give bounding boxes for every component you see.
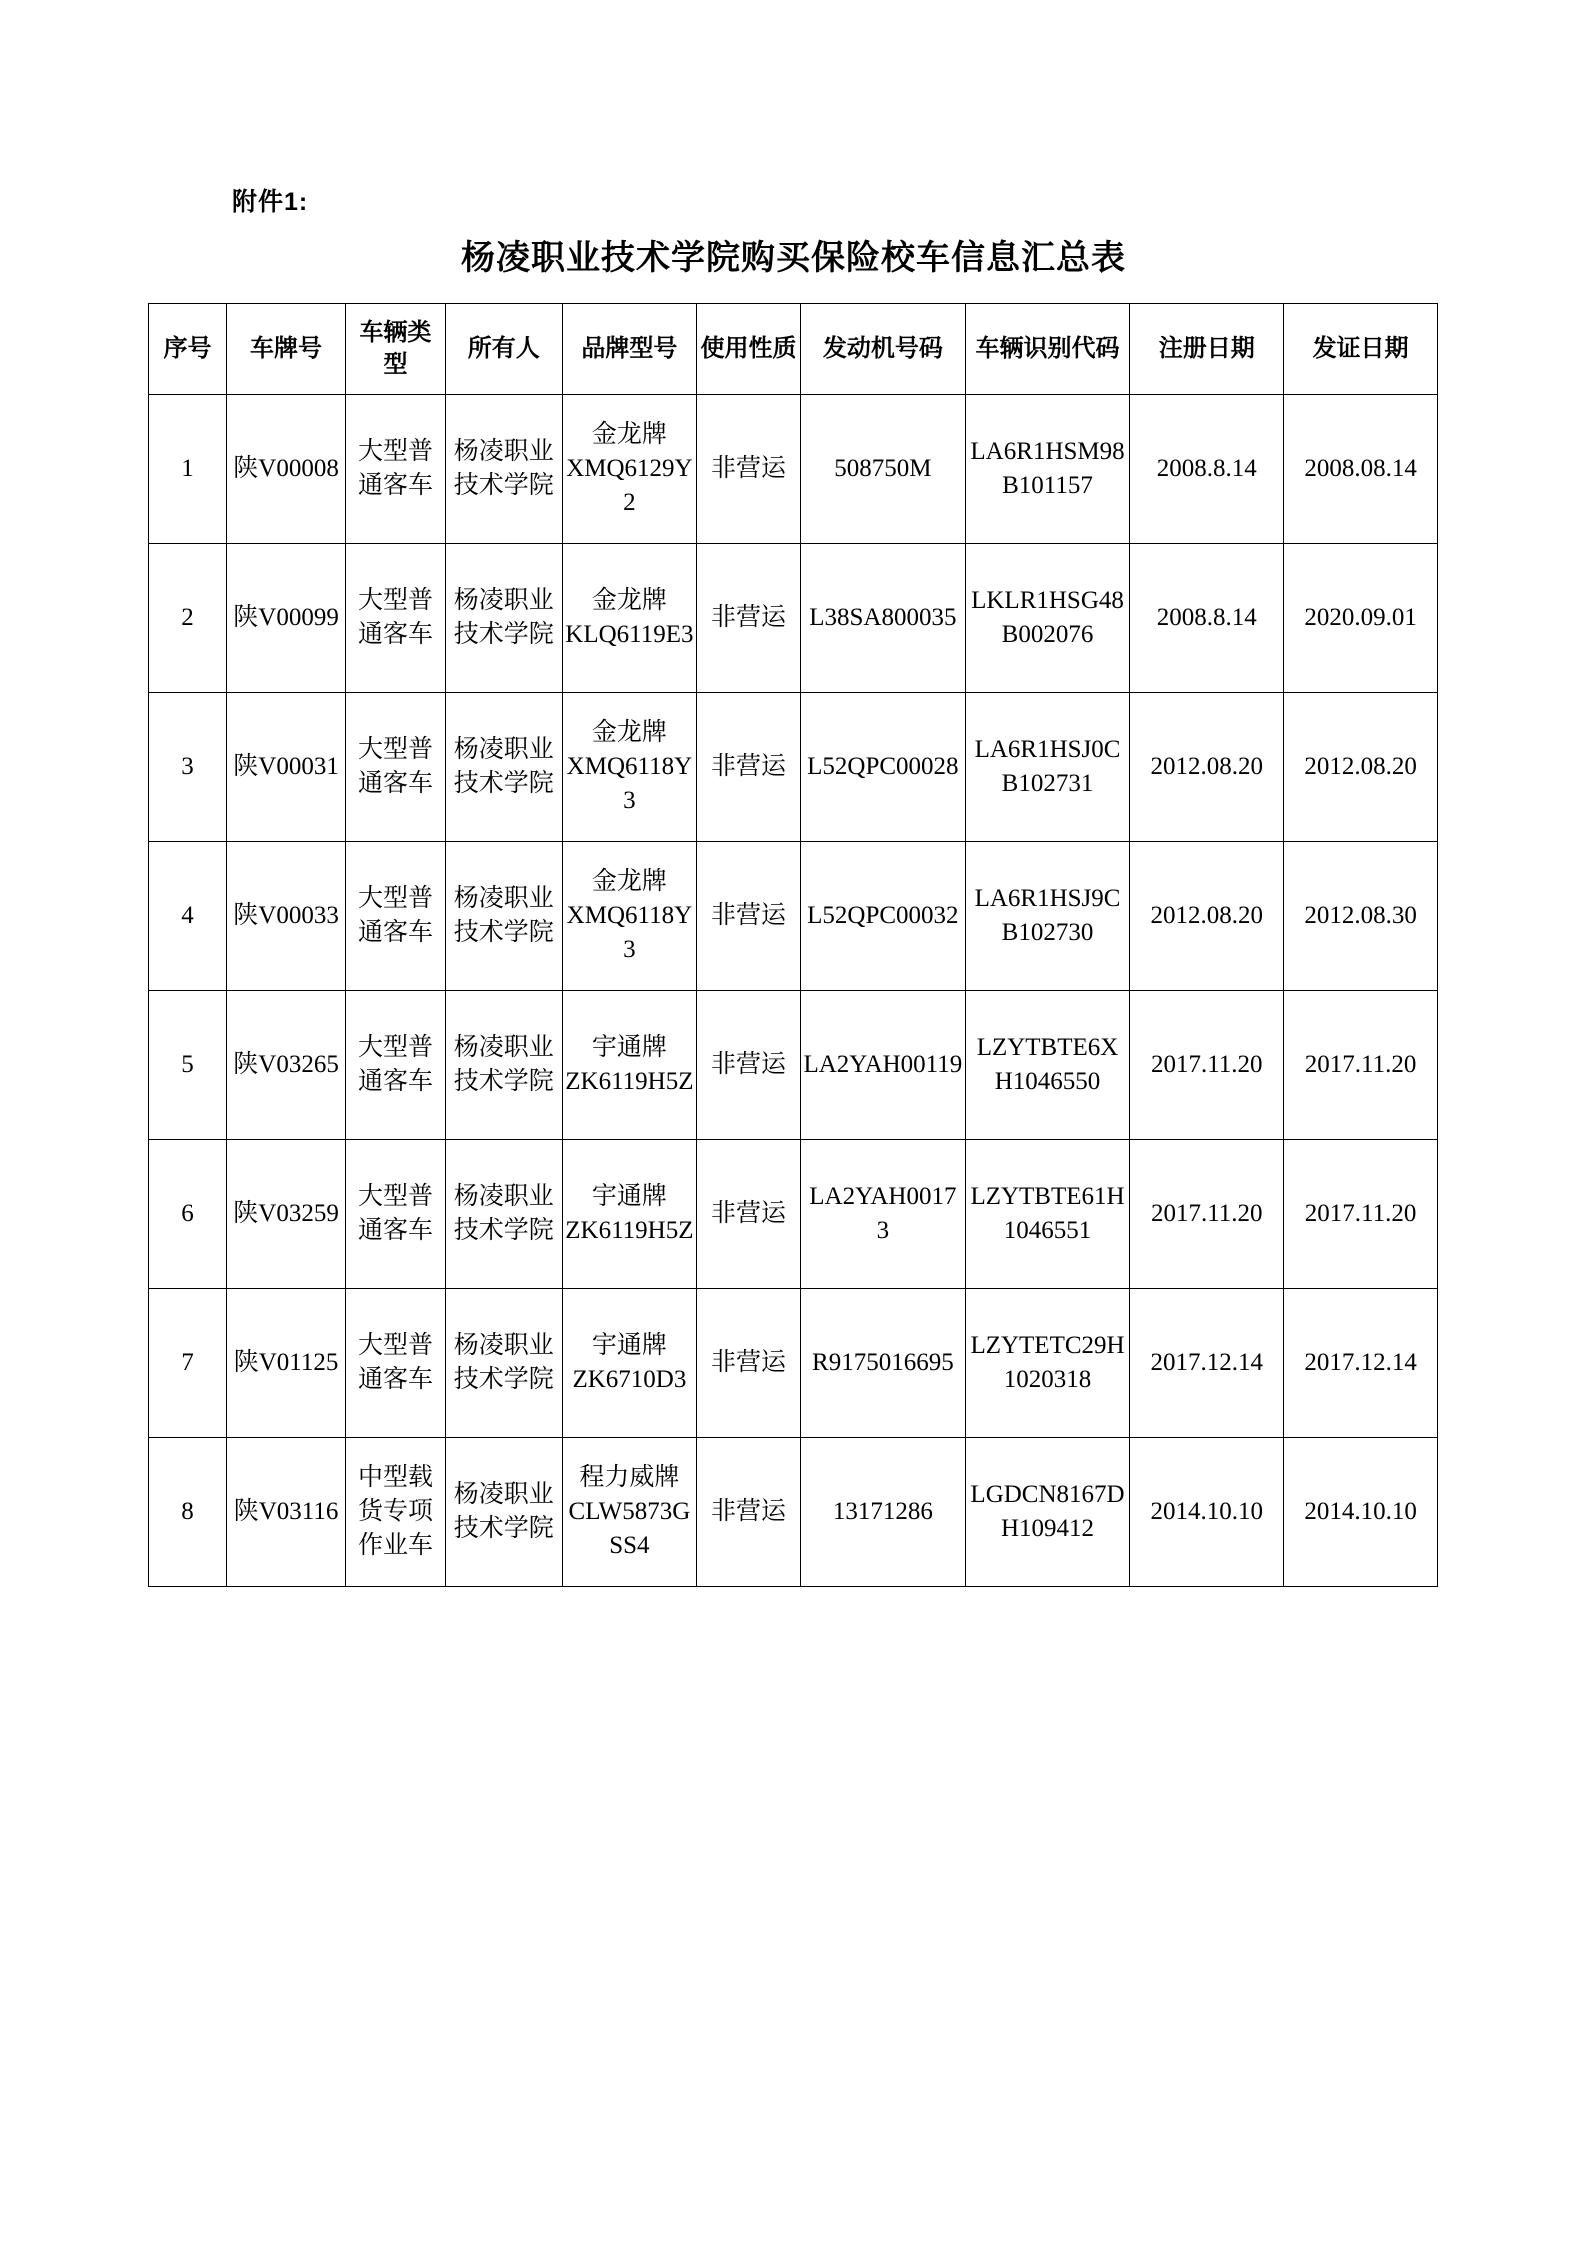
cell-owner: 杨凌职业技术学院 [445,395,562,544]
cell-owner: 杨凌职业技术学院 [445,1289,562,1438]
cell-owner: 杨凌职业技术学院 [445,1140,562,1289]
cell-vin: LZYTETC29H1020318 [965,1289,1130,1438]
column-header-engine-no: 发动机号码 [801,304,966,395]
column-header-vin: 车辆识别代码 [965,304,1130,395]
cell-vehicle-type: 大型普通客车 [346,991,446,1140]
cell-owner: 杨凌职业技术学院 [445,1438,562,1587]
cell-plate: 陕V00008 [226,395,345,544]
cell-vin: LA6R1HSM98B101157 [965,395,1130,544]
cell-plate: 陕V03265 [226,991,345,1140]
cell-index: 5 [149,991,227,1140]
cell-plate: 陕V01125 [226,1289,345,1438]
column-header-index: 序号 [149,304,227,395]
cell-vehicle-type: 大型普通客车 [346,395,446,544]
table-body [149,395,1438,1587]
cell-engine-no: LA2YAH00119 [801,991,966,1140]
cell-plate: 陕V03259 [226,1140,345,1289]
cell-issue-date: 2020.09.01 [1284,544,1438,693]
cell-vin: LA6R1HSJ0CB102731 [965,693,1130,842]
attachment-label: 附件1: [232,188,309,216]
cell-usage: 非营运 [697,1140,801,1289]
cell-brand-model: 金龙牌XMQ6129Y2 [562,395,696,544]
cell-index: 8 [149,1438,227,1587]
cell-vehicle-type: 大型普通客车 [346,693,446,842]
cell-plate: 陕V00099 [226,544,345,693]
cell-engine-no: L52QPC00028 [801,693,966,842]
vehicle-table-container [148,303,1438,1587]
cell-engine-no: 13171286 [801,1438,966,1587]
cell-vehicle-type: 大型普通客车 [346,1140,446,1289]
cell-issue-date: 2012.08.30 [1284,842,1438,991]
cell-register-date: 2014.10.10 [1130,1438,1284,1587]
cell-issue-date: 2017.11.20 [1284,1140,1438,1289]
cell-issue-date: 2017.12.14 [1284,1289,1438,1438]
cell-engine-no: R9175016695 [801,1289,966,1438]
cell-index: 7 [149,1289,227,1438]
table-header-row [149,304,1438,395]
cell-brand-model: 宇通牌ZK6710D3 [562,1289,696,1438]
cell-owner: 杨凌职业技术学院 [445,544,562,693]
cell-vin: LZYTBTE61H1046551 [965,1140,1130,1289]
cell-issue-date: 2014.10.10 [1284,1438,1438,1587]
cell-vin: LKLR1HSG48B002076 [965,544,1130,693]
cell-owner: 杨凌职业技术学院 [445,842,562,991]
table-header [149,304,1438,395]
cell-index: 3 [149,693,227,842]
cell-usage: 非营运 [697,544,801,693]
cell-register-date: 2017.11.20 [1130,991,1284,1140]
table-row [149,395,1438,544]
cell-vin: LGDCN8167DH109412 [965,1438,1130,1587]
table-row [149,544,1438,693]
cell-vehicle-type: 中型载货专项作业车 [346,1438,446,1587]
cell-plate: 陕V03116 [226,1438,345,1587]
cell-brand-model: 金龙牌KLQ6119E3 [562,544,696,693]
cell-owner: 杨凌职业技术学院 [445,693,562,842]
cell-issue-date: 2012.08.20 [1284,693,1438,842]
cell-index: 2 [149,544,227,693]
cell-usage: 非营运 [697,693,801,842]
cell-plate: 陕V00031 [226,693,345,842]
table-row [149,991,1438,1140]
cell-brand-model: 宇通牌ZK6119H5Z [562,991,696,1140]
cell-vehicle-type: 大型普通客车 [346,842,446,991]
cell-register-date: 2008.8.14 [1130,395,1284,544]
cell-vehicle-type: 大型普通客车 [346,544,446,693]
cell-brand-model: 宇通牌ZK6119H5Z [562,1140,696,1289]
cell-vin: LZYTBTE6XH1046550 [965,991,1130,1140]
cell-vin: LA6R1HSJ9CB102730 [965,842,1130,991]
table-row [149,1140,1438,1289]
column-header-vehicle-type: 车辆类型 [346,304,446,395]
cell-usage: 非营运 [697,1289,801,1438]
cell-usage: 非营运 [697,395,801,544]
column-header-owner: 所有人 [445,304,562,395]
cell-engine-no: L52QPC00032 [801,842,966,991]
cell-register-date: 2012.08.20 [1130,842,1284,991]
cell-index: 1 [149,395,227,544]
cell-index: 6 [149,1140,227,1289]
cell-brand-model: 金龙牌XMQ6118Y3 [562,693,696,842]
column-header-plate: 车牌号 [226,304,345,395]
cell-usage: 非营运 [697,991,801,1140]
table-row [149,842,1438,991]
cell-engine-no: L38SA800035 [801,544,966,693]
cell-index: 4 [149,842,227,991]
column-header-brand-model: 品牌型号 [562,304,696,395]
cell-owner: 杨凌职业技术学院 [445,991,562,1140]
cell-register-date: 2008.8.14 [1130,544,1284,693]
cell-usage: 非营运 [697,842,801,991]
table-row [149,1289,1438,1438]
cell-issue-date: 2008.08.14 [1284,395,1438,544]
cell-register-date: 2012.08.20 [1130,693,1284,842]
cell-engine-no: LA2YAH00173 [801,1140,966,1289]
column-header-register-date: 注册日期 [1130,304,1284,395]
cell-register-date: 2017.12.14 [1130,1289,1284,1438]
cell-vehicle-type: 大型普通客车 [346,1289,446,1438]
table-row [149,693,1438,842]
table-row [149,1438,1438,1587]
cell-register-date: 2017.11.20 [1130,1140,1284,1289]
cell-engine-no: 508750M [801,395,966,544]
cell-usage: 非营运 [697,1438,801,1587]
cell-brand-model: 金龙牌XMQ6118Y3 [562,842,696,991]
column-header-issue-date: 发证日期 [1284,304,1438,395]
vehicle-info-table [148,303,1438,1587]
cell-issue-date: 2017.11.20 [1284,991,1438,1140]
column-header-usage: 使用性质 [697,304,801,395]
page-title: 杨凌职业技术学院购买保险校车信息汇总表 [461,240,1126,277]
cell-brand-model: 程力威牌CLW5873GSS4 [562,1438,696,1587]
cell-plate: 陕V00033 [226,842,345,991]
